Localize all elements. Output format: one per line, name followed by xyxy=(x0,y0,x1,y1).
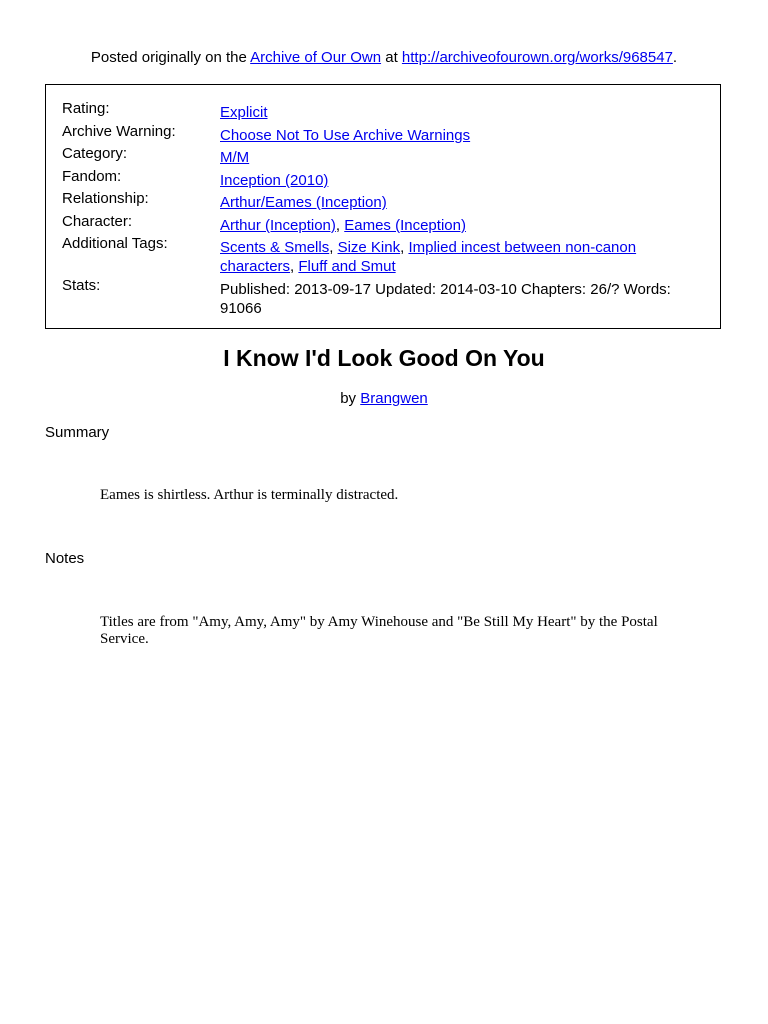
rating-link[interactable]: Explicit xyxy=(220,104,268,121)
fandom-value xyxy=(220,171,710,190)
notes-text: Titles are from "Amy, Amy, Amy" by Amy Winehouse and "Be Still My Heart" by the Postal Service. xyxy=(100,614,658,647)
tag-link[interactable]: Implied incest between non-canon characters xyxy=(220,239,637,275)
character-link[interactable]: Eames (Inception) xyxy=(344,217,466,234)
warning-label: Archive Warning: xyxy=(62,123,176,140)
tag-link[interactable]: Fluff and Smut xyxy=(298,258,396,275)
posted-suffix: . xyxy=(672,49,678,66)
rating-label: Rating: xyxy=(62,100,110,117)
author-link[interactable]: Brangwen xyxy=(360,390,428,407)
tags-label: Additional Tags: xyxy=(62,235,168,252)
work-metadata-box xyxy=(45,84,721,329)
notes-heading: Notes xyxy=(45,550,85,567)
stats-value: Published: 2013-09-17 Updated: 2014-03-10 Chapters: 26/? Words: 91066 xyxy=(220,281,671,317)
byline xyxy=(0,390,768,407)
byline-prefix: by xyxy=(340,390,361,407)
character-link[interactable]: Arthur (Inception) xyxy=(220,217,336,234)
relationship-label: Relationship: xyxy=(62,190,149,207)
tags-value: Scents & Smells, Size Kink, Implied incest between non-canon characters, Fluff and Smut xyxy=(220,239,637,275)
summary-text: Eames is shirtless. Arthur is terminally distracted. xyxy=(100,487,399,503)
summary-heading: Summary xyxy=(45,424,110,441)
posted-originally-line xyxy=(0,49,768,66)
warning-value xyxy=(220,126,710,145)
rating-value xyxy=(220,103,710,122)
posted-middle: at xyxy=(381,49,402,66)
category-label: Category: xyxy=(62,145,128,162)
tag-link[interactable]: Size Kink xyxy=(337,239,401,256)
character-label: Character: xyxy=(62,213,133,230)
work-title: I Know I'd Look Good On You xyxy=(223,345,545,371)
character-value: Arthur (Inception), Eames (Inception) xyxy=(220,217,466,234)
archive-link[interactable]: Archive of Our Own xyxy=(250,49,382,66)
fandom-label: Fandom: xyxy=(62,168,122,185)
category-value xyxy=(220,148,710,167)
tag-link[interactable]: Scents & Smells xyxy=(220,239,330,256)
category-link[interactable]: M/M xyxy=(220,149,250,166)
stats-label: Stats: xyxy=(62,277,101,294)
posted-prefix: Posted originally on the xyxy=(90,49,251,66)
relationship-link[interactable]: Arthur/Eames (Inception) xyxy=(220,194,387,211)
work-url-link[interactable]: http://archiveofourown.org/works/968547 xyxy=(401,49,673,66)
relationship-value xyxy=(220,193,710,212)
warning-link[interactable]: Choose Not To Use Archive Warnings xyxy=(220,127,471,144)
fandom-link[interactable]: Inception (2010) xyxy=(220,172,329,189)
